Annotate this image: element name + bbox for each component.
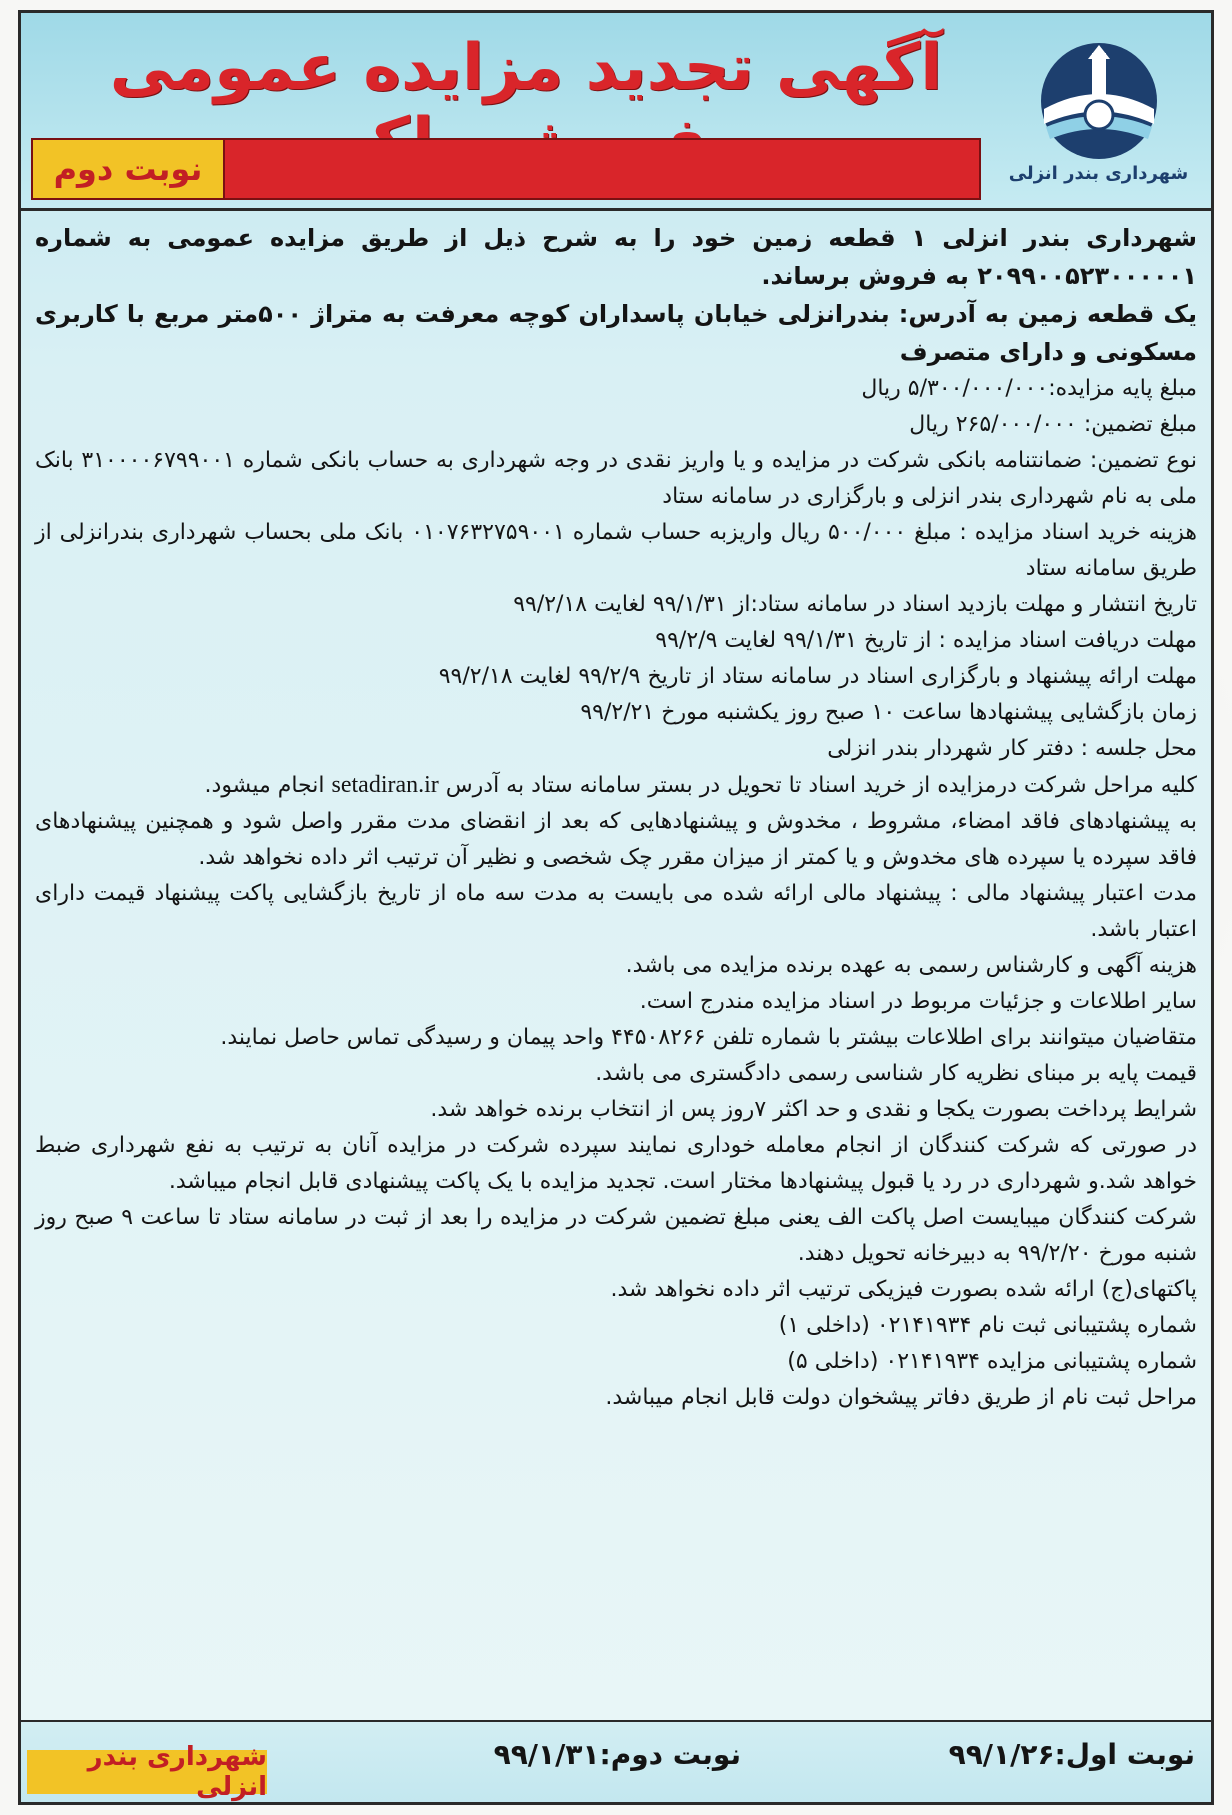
base-price: مبلغ پایه مزایده:۵/۳۰۰/۰۰۰/۰۰۰ ریال: [861, 376, 1197, 401]
property-description: یک قطعه زمین به آدرس: بندرانزلی خیابان پاسداران کوچه معرفت به متراژ ۵۰۰متر مربع با کاربری مسکونی و دارای متصرف: [35, 300, 1198, 366]
forfeit-clause: در صورتی که شرکت کنندگان از انجام معامله خوداری نمایند سپرده شرکت در مزایده آنان به ترتیب به نفع شهرداری ضبط خواهد شد.و شهرداری در رد یا قبول پیشنهادها مختار است. تجدید مزایده با یک پاکت پیشنهادی قابل انجام میباشد.: [35, 1133, 1197, 1194]
guarantee-amount: مبلغ تضمین: ۲۶۵/۰۰۰/۰۰۰ ریال: [909, 412, 1197, 437]
organization-name: شهرداری بندر انزلی: [27, 1750, 267, 1794]
support-register: شماره پشتیبانی ثبت نام ۰۲۱۴۱۹۳۴ (داخلی ۱): [778, 1313, 1197, 1338]
first-round-date: نوبت اول:۹۹/۱/۲۶: [948, 1738, 1195, 1771]
round-badge: نوبت دوم: [33, 140, 225, 198]
setad-url-link[interactable]: setadiran.ir: [331, 772, 439, 798]
logo-caption: شهرداری بندر انزلی: [1008, 162, 1189, 184]
validity-clause: مدت اعتبار پیشنهاد مالی : پیشنهاد مالی ارائه شده می بایست به مدت سه ماه از تاریخ بازگشایی پاکت پیشنهاد قیمت دارای اعتبار باشد.: [35, 881, 1197, 942]
envelope-a-clause: شرکت کنندگان میبایست اصل پاکت الف یعنی مبلغ تضمین شرکت در مزایده را بعد از ثبت در سامانه ستاد تا ساعت ۹ صبح روز شنبه مورخ ۹۹/۲/۲۰ به دبیرخانه تحویل دهند.: [35, 1205, 1197, 1266]
bid-deadline: مهلت ارائه پیشنهاد و بارگزاری اسناد در سامانه ستاد از تاریخ ۹۹/۲/۹ لغایت ۹۹/۲/۱۸: [438, 664, 1197, 689]
document-receive-deadline: مهلت دریافت اسناد مزایده : از تاریخ ۹۹/۱/۳۱ لغایت ۹۹/۲/۹: [655, 628, 1197, 653]
publish-date: تاریخ انتشار و مهلت بازدید اسناد در سامانه ستاد:از ۹۹/۱/۳۱ لغایت ۹۹/۲/۱۸: [513, 592, 1197, 617]
logo-emblem-icon: [1024, 39, 1174, 169]
stages-text: کلیه مراحل شرکت درمزایده از خرید اسناد تا تحویل در بستر سامانه ستاد به آدرس: [445, 773, 1197, 798]
notice-body: [21, 211, 1211, 1416]
notice-header: [21, 13, 1211, 211]
meeting-place: محل جلسه : دفتر کار شهردار بندر انزلی: [827, 736, 1197, 761]
stages-paragraph: [35, 767, 1197, 804]
support-auction: شماره پشتیبانی مزایده ۰۲۱۴۱۹۳۴ (داخلی ۵): [787, 1349, 1197, 1374]
stages-suffix: انجام میشود.: [204, 773, 325, 798]
opening-time: زمان بازگشایی پیشنهادها ساعت ۱۰ صبح روز یکشنبه مورخ ۹۹/۲/۲۱: [580, 700, 1197, 725]
envelope-c-clause: پاکتهای(ج) ارائه شده بصورت فیزیکی ترتیب اثر داده نخواهد شد.: [610, 1277, 1197, 1302]
second-round-date: نوبت دوم:۹۹/۱/۳۱: [493, 1738, 741, 1771]
payment-clause: شرایط پرداخت بصورت یکجا و نقدی و حد اکثر ۷روز پس از انتخاب برنده خواهد شد.: [430, 1097, 1197, 1122]
notice-footer: [21, 1720, 1211, 1802]
base-basis-clause: قیمت پایه بر مبنای نظریه کار شناسی رسمی دادگستری می باشد.: [595, 1061, 1197, 1086]
lead-paragraph: شهرداری بندر انزلی ۱ قطعه زمین خود را به شرح ذیل از طریق مزایده عمومی به شماره ۲۰۹۹۰۰۵۲۳۰۰۰۰۰۱ به فروش برساند.: [35, 224, 1197, 290]
ad-cost-clause: هزینه آگهی و کارشناس رسمی به عهده برنده مزایده می باشد.: [625, 953, 1197, 978]
invalid-bids-clause: به پیشنهادهای فاقد امضاء، مشروط ، مخدوش و پیشنهادهایی که بعد از انقضای مدت مقرر واصل شود و همچنین پیشنهادهای فاقد سپرده یا سپرده های مخدوش و یا کمتر از میزان مقرر چک شخصی و نظیر آن ترتیب اثر داده نخواهد شد.: [35, 809, 1197, 870]
register-note: مراحل ثبت نام از طریق دفاتر پیشخوان دولت قابل انجام میباشد.: [605, 1385, 1197, 1410]
guarantee-type: نوع تضمین: ضمانتنامه بانکی شرکت در مزایده و یا واریز نقدی در وجه شهرداری به حساب بانکی شماره ۳۱۰۰۰۰۶۷۹۹۰۰۱ بانک ملی به نام شهرداری بندر انزلی و بارگزاری در سامانه ستاد: [35, 448, 1197, 509]
other-info-clause: سایر اطلاعات و جزئیات مربوط در اسناد مزایده مندرج است.: [639, 989, 1197, 1014]
document-cost: هزینه خرید اسناد مزایده : مبلغ ۵۰۰/۰۰۰ ریال واریزبه حساب شماره ۰۱۰۷۶۳۲۷۵۹۰۰۱ بانک ملی بحساب شهرداری بندرانزلی از طریق سامانه ستاد: [35, 520, 1197, 581]
notice-title: آگهی تجدید مزایده عمومی: [109, 31, 943, 105]
notice-frame: [18, 10, 1214, 1805]
title-band: [31, 138, 981, 200]
municipality-logo: [996, 25, 1201, 197]
contact-clause: متقاضیان میتوانند برای اطلاعات بیشتر با شماره تلفن ۴۴۵۰۸۲۶۶ واحد پیمان و رسیدگی تماس حاصل نمایند.: [220, 1025, 1197, 1050]
